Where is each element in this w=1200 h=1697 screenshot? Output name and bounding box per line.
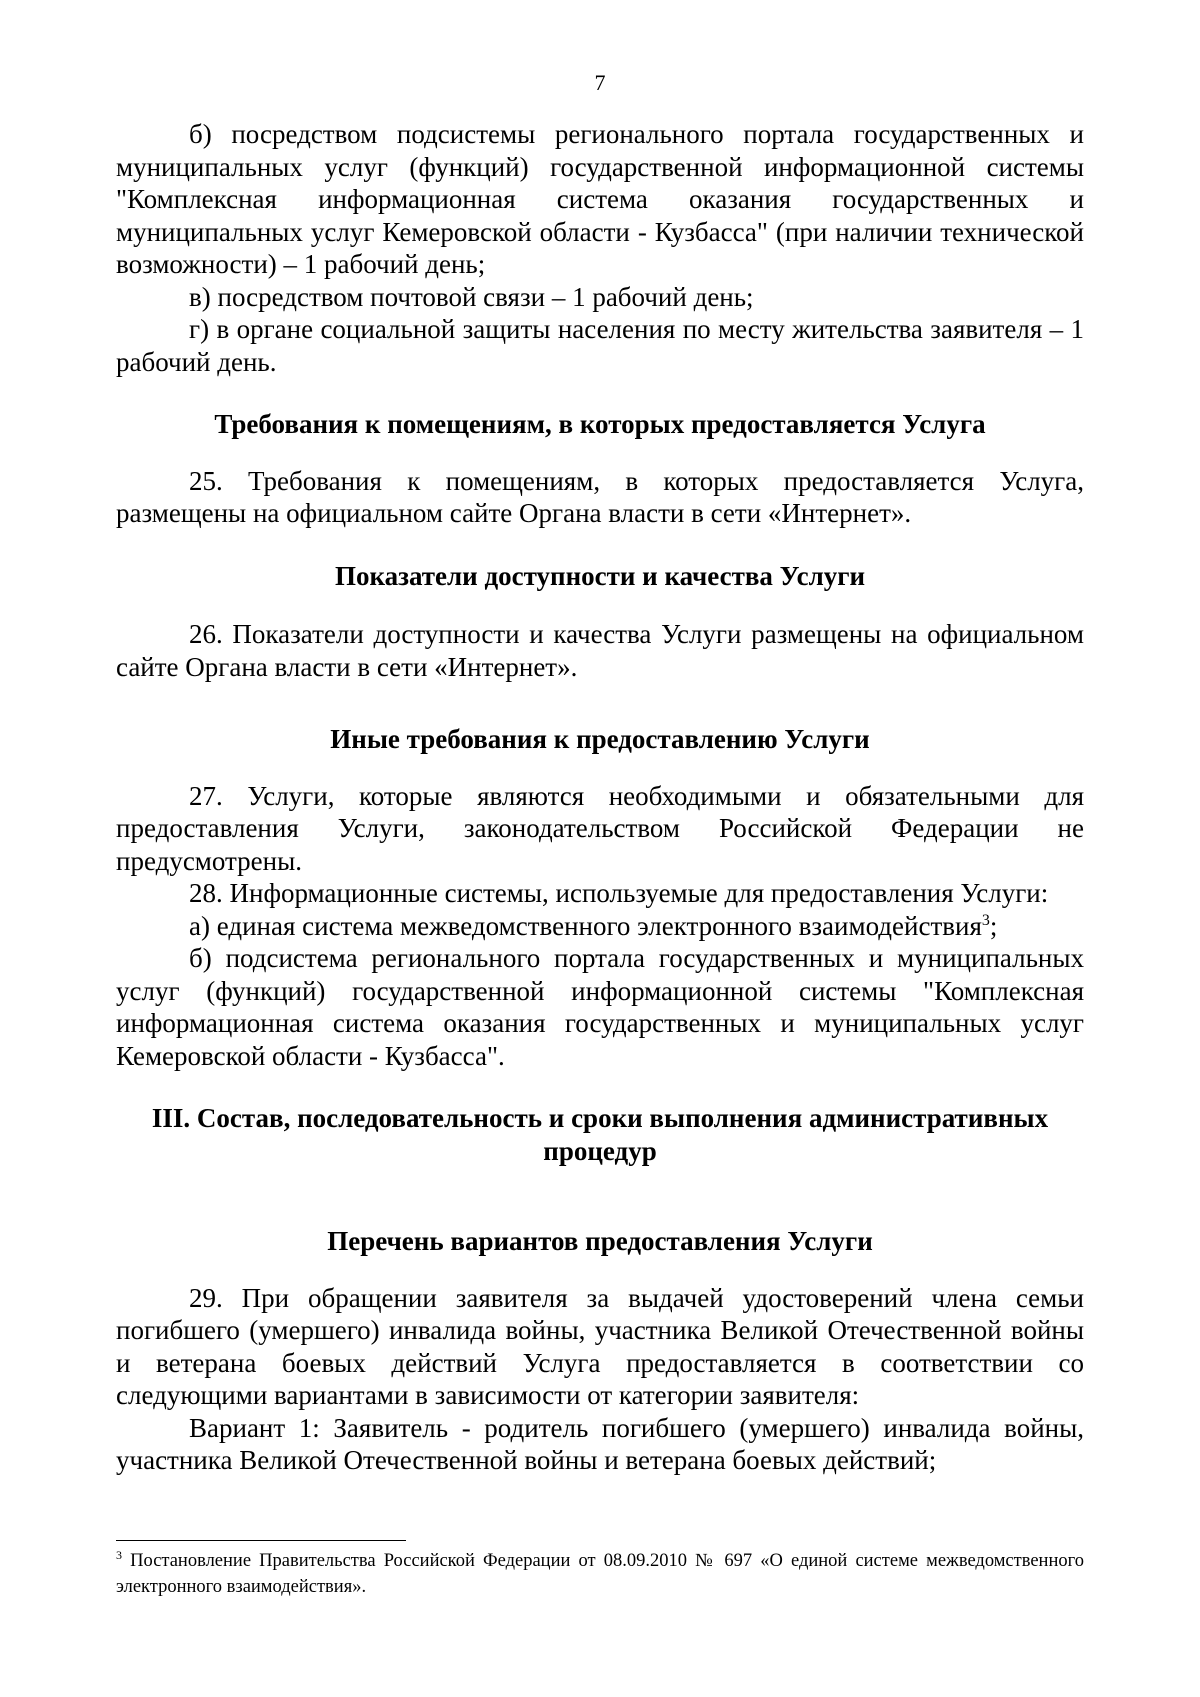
paragraph: 27. Услуги, которые являются необходимыми и обязательными для предоставления Услуги, законодательством Российской Федерации не предусмотрены. bbox=[116, 780, 1084, 876]
paragraph-text: а) единая система межведомственного электронного взаимодействия bbox=[189, 910, 982, 941]
section-heading: Показатели доступности и качества Услуги bbox=[334, 560, 866, 591]
document-body bbox=[116, 118, 1084, 1477]
page-number: 7 bbox=[594, 70, 606, 95]
section-heading: Иные требования к предоставлению Услуги bbox=[330, 724, 870, 754]
footnote-text: Постановление Правительства Российской Федерации от 08.09.2010 № 697 «О единой системе межведомственного электронного взаимодействия». bbox=[116, 1551, 1084, 1597]
paragraph: 26. Показатели доступности и качества Услуги размещены на официальном сайте Органа власти в сети «Интернет». bbox=[116, 619, 1084, 682]
paragraph: в) посредством почтовой связи – 1 рабочий день; bbox=[189, 281, 754, 312]
footnote-mark: 3 bbox=[116, 1547, 122, 1562]
footnote bbox=[116, 1548, 1084, 1600]
paragraph: 28. Информационные системы, используемые для предоставления Услуги: bbox=[189, 878, 1049, 908]
paragraph-tail: ; bbox=[989, 910, 998, 941]
paragraph: г) в органе социальной защиты населения по месту жительства заявителя – 1 рабочий день. bbox=[116, 314, 1084, 377]
chapter-heading: III. Состав, последовательность и сроки выполнения административных процедур bbox=[151, 1103, 1049, 1166]
section-heading: Требования к помещениям, в которых предоставляется Услуга bbox=[214, 409, 986, 439]
footnote-reference[interactable]: 3 bbox=[981, 911, 990, 929]
footnote-separator bbox=[116, 1540, 406, 1541]
paragraph: 29. При обращении заявителя за выдачей удостоверений члена семьи погибшего (умершего) инвалида войны, участника Великой Отечественной войны и ветерана боевых действий Услуга предоставляется в соответствии со следующими вариантами в зависимости от категории заявителя: bbox=[116, 1282, 1084, 1410]
paragraph: 25. Требования к помещениям, в которых предоставляется Услуга, размещены на официальном сайте Органа власти в сети «Интернет». bbox=[116, 465, 1084, 528]
paragraph: б) посредством подсистемы регионального портала государственных и муниципальных услуг (функций) государственной информационной системы "Комплексная информационная система оказания государственных и муниципальных услуг Кемеровской области - Кузбасса" (при наличии технической возможности) – 1 рабочий день; bbox=[116, 119, 1084, 279]
section-heading: Перечень вариантов предоставления Услуги bbox=[327, 1226, 873, 1256]
paragraph: Вариант 1: Заявитель - родитель погибшего (умершего) инвалида войны, участника Великой Отечественной войны и ветерана боевых действий; bbox=[116, 1412, 1084, 1475]
paragraph: б) подсистема регионального портала государственных и муниципальных услуг (функций) государственной информационной системы "Комплексная информационная система оказания государственных и муниципальных услуг Кемеровской области - Кузбасса". bbox=[116, 943, 1084, 1071]
paragraph bbox=[116, 910, 1084, 943]
